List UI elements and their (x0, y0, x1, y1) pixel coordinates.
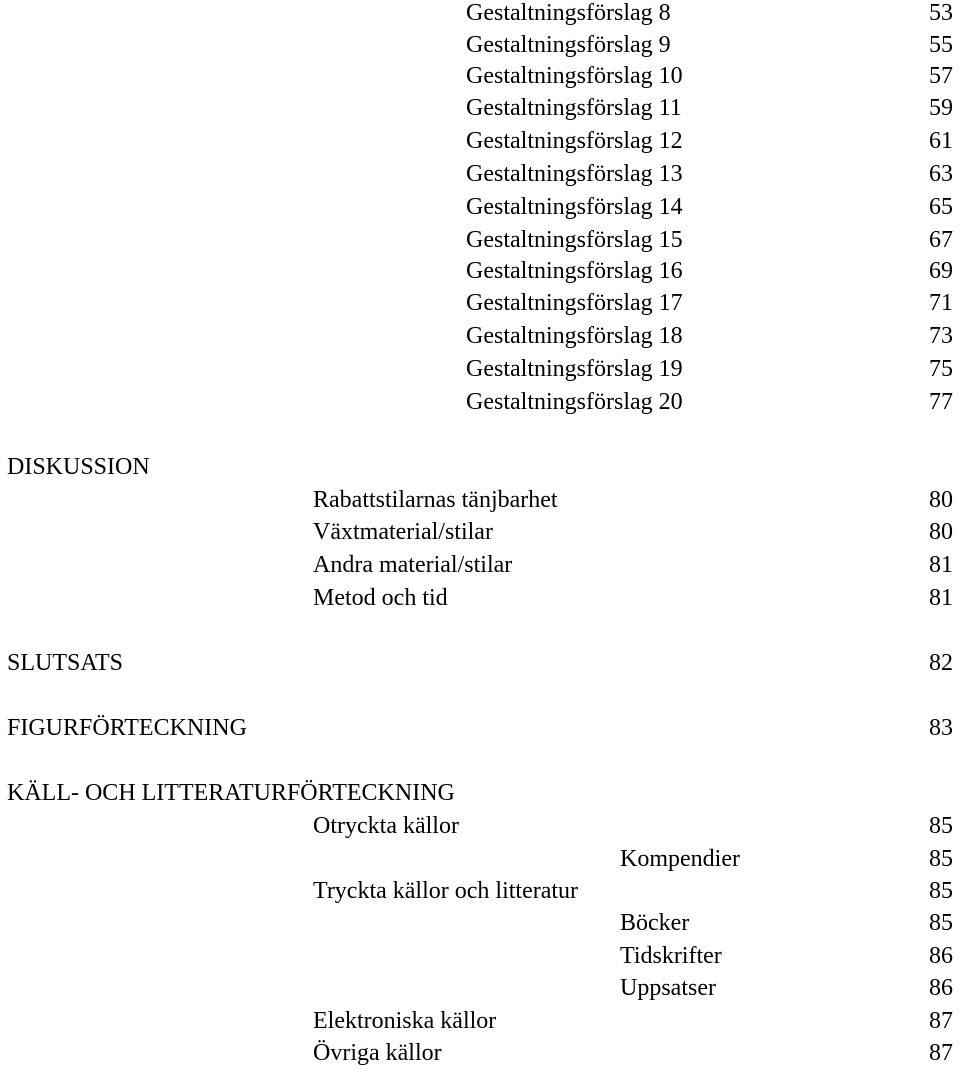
toc-entry-title: Gestaltningsförslag 11 (466, 95, 682, 121)
toc-entry-title: Gestaltningsförslag 10 (466, 63, 683, 89)
toc-entry-title: Gestaltningsförslag 19 (466, 356, 683, 382)
toc-entry-title: Kompendier (620, 846, 740, 872)
toc-entry-title: Gestaltningsförslag 20 (466, 389, 683, 415)
toc-entry-page: 73 (929, 323, 953, 349)
toc-entry-title: Gestaltningsförslag 18 (466, 323, 683, 349)
toc-entry-page: 87 (929, 1040, 953, 1066)
toc-entry-page: 82 (929, 650, 953, 676)
toc-entry-title: Rabattstilarnas tänjbarhet (313, 487, 558, 513)
toc-entry-page: 69 (929, 258, 953, 284)
toc-entry-title: Gestaltningsförslag 16 (466, 258, 683, 284)
toc-entry-page: 85 (929, 910, 953, 936)
toc-entry-page: 86 (929, 943, 953, 969)
toc-entry-page: 85 (929, 878, 953, 904)
toc-entry-title: Övriga källor (313, 1040, 442, 1066)
toc-entry-title: Böcker (620, 910, 690, 936)
toc-entry-title: Andra material/stilar (313, 552, 513, 578)
toc-entry-title: Gestaltningsförslag 15 (466, 227, 683, 253)
toc-entry-title: Gestaltningsförslag 14 (466, 194, 683, 220)
toc-entry-title: Uppsatser (620, 975, 716, 1001)
toc-heading-slutsats: SLUTSATS (7, 650, 124, 676)
toc-entry-page: 55 (929, 32, 953, 58)
toc-entry-title: Gestaltningsförslag 12 (466, 128, 683, 154)
toc-entry-page: 59 (929, 95, 953, 121)
toc-entry-page: 85 (929, 813, 953, 839)
toc-entry-page: 63 (929, 161, 953, 187)
toc-entry-title: Otryckta källor (313, 813, 459, 839)
toc-entry-page: 71 (929, 290, 953, 316)
toc-entry-page: 57 (929, 63, 953, 89)
toc-entry-title: Växtmaterial/stilar (313, 519, 493, 545)
toc-entry-title: Gestaltningsförslag 8 (466, 0, 671, 26)
toc-entry-page: 65 (929, 194, 953, 220)
toc-entry-page: 81 (929, 552, 953, 578)
toc-heading-diskussion: DISKUSSION (7, 454, 150, 480)
toc-entry-title: Tidskrifter (620, 943, 722, 969)
toc-entry-page: 77 (929, 389, 953, 415)
toc-entry-title: Gestaltningsförslag 17 (466, 290, 683, 316)
toc-entry-page: 80 (929, 487, 953, 513)
toc-entry-page: 67 (929, 227, 953, 253)
toc-entry-page: 80 (929, 519, 953, 545)
toc-heading-kallor: KÄLL- OCH LITTERATURFÖRTECKNING (7, 780, 455, 806)
toc-entry-page: 61 (929, 128, 953, 154)
toc-heading-figurforteckning: FIGURFÖRTECKNING (7, 715, 247, 741)
toc-entry-page: 83 (929, 715, 953, 741)
toc-entry-page: 53 (929, 0, 953, 26)
toc-entry-title: Metod och tid (313, 585, 448, 611)
toc-entry-title: Gestaltningsförslag 13 (466, 161, 683, 187)
toc-entry-title: Elektroniska källor (313, 1008, 497, 1034)
toc-entry-page: 75 (929, 356, 953, 382)
toc-entry-page: 87 (929, 1008, 953, 1034)
toc-entry-title: Gestaltningsförslag 9 (466, 32, 671, 58)
toc-entry-page: 85 (929, 846, 953, 872)
toc-entry-page: 81 (929, 585, 953, 611)
toc-entry-title: Tryckta källor och litteratur (313, 878, 579, 904)
toc-entry-page: 86 (929, 975, 953, 1001)
